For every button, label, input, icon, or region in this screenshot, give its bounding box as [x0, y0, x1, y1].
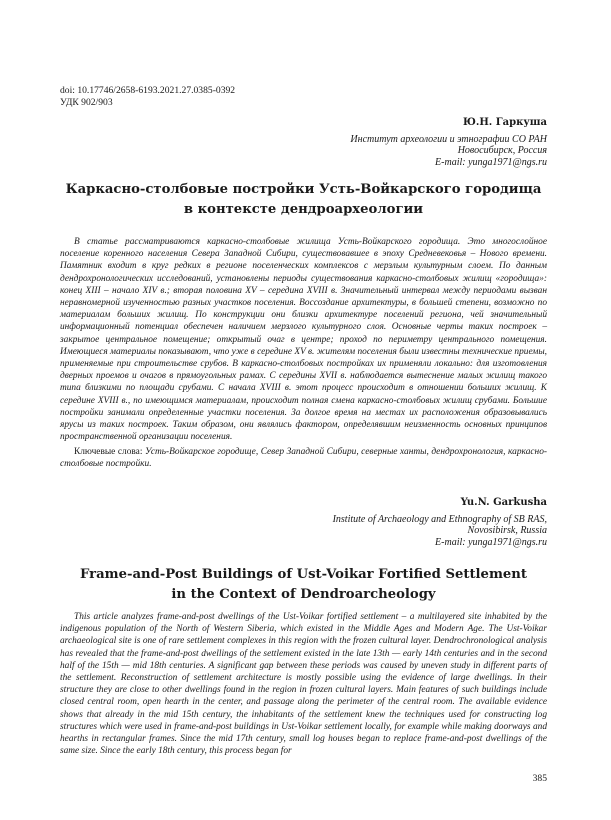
author-en: Yu.N. Garkusha — [460, 497, 547, 508]
affiliation-location: Novosibirsk, Russia — [467, 525, 547, 537]
keywords-list: Усть-Войкарское городище, Север Западной Сибири, северные ханты, дендрохронология, каркасно-столбовые постройки. — [60, 447, 547, 469]
affiliation-institute: Institute of Archaeology and Ethnography of SB RAS, — [332, 514, 547, 525]
article-meta — [60, 85, 235, 108]
affiliation-email: E-mail: yunga1971@ngs.ru — [435, 156, 547, 168]
affiliation-location: Новосибирск, Россия — [457, 145, 547, 157]
keywords-label: Ключевые слова: — [74, 447, 145, 457]
title-ru-line1: Каркасно-столбовые постройки Усть-Войкарского городища — [65, 182, 542, 197]
title-en-line2: in the Context of Dendroarcheology — [171, 587, 436, 602]
title-en-line1: Frame-and-Post Buildings of Ust-Voikar Fortified Settlement — [80, 567, 527, 582]
doi: doi: 10.17746/2658-6193.2021.27.0385-0392 — [60, 85, 236, 96]
keywords-ru — [60, 446, 547, 470]
affiliation-ru — [350, 134, 547, 168]
affiliation-institute: Институт археологии и этнографии СО РАН — [350, 134, 547, 145]
abstract-en: This article analyzes frame-and-post dwellings of the Ust-Voikar fortified settlement – a multilayered site inhabited by the indigenous population of the North of Western Siberia, which existed in the Middle Ages and Modern Age. The Ust-Voikar archaeological site is one of rare settlement complexes in this region with the frozen cultural layer. Dendrochronological analysis has revealed that the frame-and-post dwellings of the settlement existed in the late 13th — early 14th centuries and in the second half of the 15th — mid 18th centuries. A significant gap between these periods was caused by uneven study in different parts of the settlement. Reconstruction of settlement architecture is mostly possible using the evidence of large dwellings. In their structure they are close to other dwellings found in the region in frozen cultural layers. Main features of such buildings include closed central room, open hearth in the center, and passage along the perimeter of the central room. The available evidence shows that already in the mid 15th century, the inhabitants of the settlement knew the techniques used for constructing log structures which were used in frame-and-post buildings in Ust-Voikar settlement locally, for example while making doorways and hearths in rectangular frames. Since the mid 17th century, small log houses began to replace frame-and-post dwellings of the same size. Since the early 18th century, this process began for — [60, 612, 547, 757]
udk: УДК 902/903 — [60, 96, 113, 108]
title-ru — [60, 180, 547, 220]
title-en — [60, 565, 547, 605]
author-ru: Ю.Н. Гаркуша — [463, 117, 547, 128]
title-ru-line2: в контексте дендроархеологии — [183, 202, 424, 217]
affiliation-email: E-mail: yunga1971@ngs.ru — [435, 536, 547, 548]
page-number: 385 — [532, 773, 547, 784]
abstract-ru: В статье рассматриваются каркасно-столбовые жилища Усть-Войкарского городища. Это многослойное поселение коренного населения Севера Западной Сибири, существовавшее в эпоху Средневековья – Нового времени. Памятник входит в круг редких в регионе поселенческих комплексов с мерзлым культурным слоем. По данным дендрохронологических исследований, установлены периоды существования каркасно-столбовых жилищ «городища»: конец XIII – начало XIV в.; вторая половина XV – середина XVIII в. Значительный интервал между периодами вызван неравномерной изученностью разных участков поселения. Воссоздание архитектуры, в большей степени, возможно по материалам больших жилищ. По конструкции они близки архитектуре поселений региона, чей значительный информационный потенциал обеспечен наличием мерзлого культурного слоя. Основные черты таких построек – закрытое центральное помещение; открытый очаг в центре; проход по периметру центрального помещения. Имеющиеся материалы показывают, что уже в середине XV в. жителям поселения были известны технические приемы, применяемые при строительстве срубов. В каркасно-столбовых постройках их применяли локально: для изготовления дверных проемов и очагов в прямоугольных рамах. С середины XVII в. наблюдается вытеснение малых жилищ такого типа близкими по площади срубами. С начала XVIII в. этот процесс происходит в отношении больших жилищ. К середине XVIII в., по имеющимся материалам, происходит полная смена каркасно-столбовых жилищ срубами. Большие постройки занимали определенные участки поселения. За долгое время на местах их расположения образовывались ярусы из таких построек. Таким образом, они являлись фактором, определявшим неизменность основных принципов пространственной организации поселения. — [60, 237, 547, 443]
affiliation-en — [333, 514, 547, 548]
